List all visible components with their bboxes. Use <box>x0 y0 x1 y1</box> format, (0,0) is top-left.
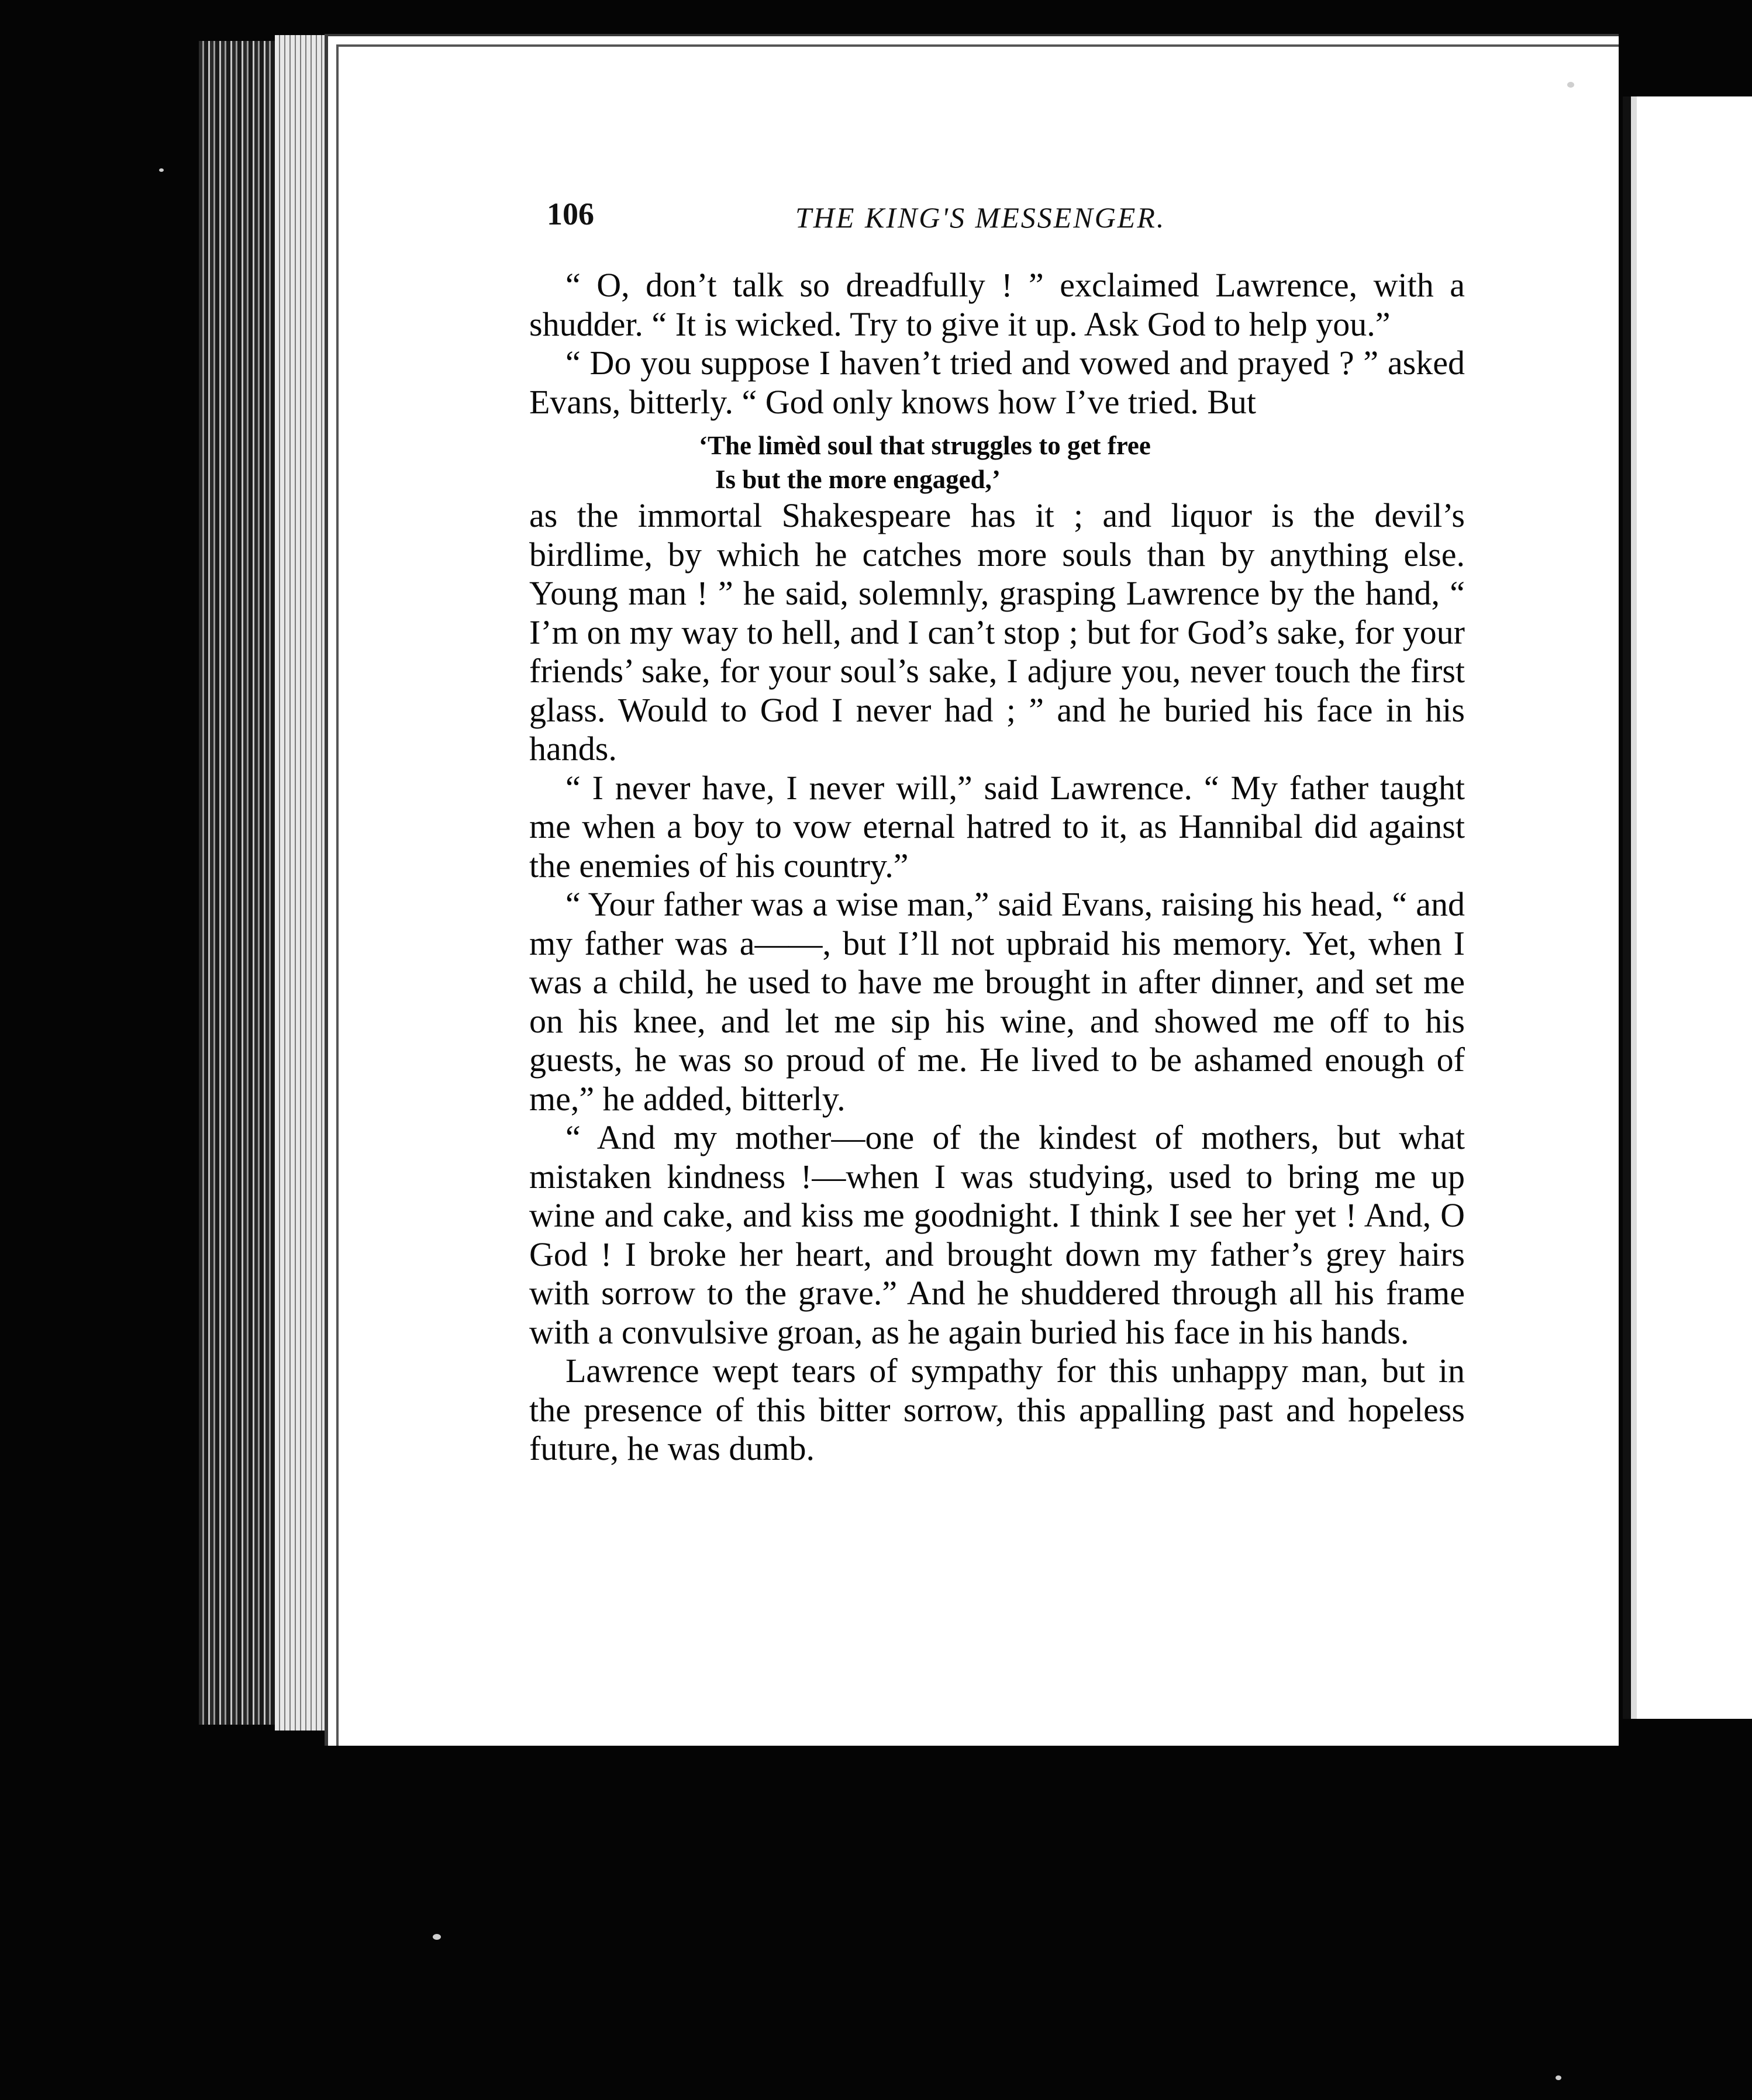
paragraph-5: “ Your father was a wise man,” said Evans, raising his head, “ and my father was a——, but I’ll not upbraid his memory. Yet, when I was a child, he used to have me brought in after dinner, and set me on his knee, and let me sip his wine, and showed me off to his guests, he was so proud of me. He lived to be ashamed enough of me,” he added, bitterly. <box>529 885 1465 1118</box>
dust-speck <box>1556 2075 1561 2080</box>
paragraph-4: “ I never have, I never will,” said Lawrence. “ My father taught me when a boy to vow eternal hatred to it, as Hannibal did against the enemies of his country.” <box>529 768 1465 885</box>
running-head <box>547 196 1249 248</box>
paragraph-3: as the immortal Shakespeare has it ; and liquor is the devil’s birdlime, by which he catches more souls than by anything else. Young man ! ” he said, solemnly, grasping Lawrence by the hand, “ I’m on my way to hell, and I can’t stop ; but for God’s sake, for your friends’ sake, for your soul’s sake, I adjure you, never touch the first glass. Would to God I never had ; ” and he buried his face in his hands. <box>529 496 1465 768</box>
verse-line-2: Is but the more engaged,’ <box>715 465 1001 494</box>
page-text <box>529 266 1465 1469</box>
dust-speck <box>433 1934 441 1940</box>
paragraph-7: Lawrence wept tears of sympathy for this unhappy man, but in the presence of this bitter sorrow, this appalling past and hopeless future, he was dumb. <box>529 1352 1465 1467</box>
paragraph-2: “ Do you suppose I haven’t tried and vowed and prayed ? ” asked Evans, bitterly. “ God only knows how I’ve tried. But <box>529 344 1465 421</box>
verse-quotation <box>699 429 1465 496</box>
dust-speck <box>159 168 164 172</box>
paragraph-1: “ O, don’t talk so dreadfully ! ” exclaimed Lawrence, with a shudder. “ It is wicked. Try to give it up. Ask God to help you.” <box>529 266 1465 343</box>
page-number: 106 <box>547 196 594 232</box>
verse-line-1: ‘The limèd soul that struggles to get free <box>699 431 1151 460</box>
running-title: THE KING'S MESSENGER. <box>795 201 1166 234</box>
dust-speck <box>1567 82 1574 88</box>
facing-page-edge <box>1623 96 1752 1719</box>
paragraph-6: “ And my mother—one of the kindest of mothers, but what mistaken kindness !—when I was studying, used to bring me up wine and cake, and kiss me goodnight. I think I see her yet ! And, O God ! I broke her heart, and brought down my father’s grey hairs with sorrow to the grave.” And he shuddered through all his frame with a convulsive groan, as he again buried his face in his hands. <box>529 1118 1465 1351</box>
